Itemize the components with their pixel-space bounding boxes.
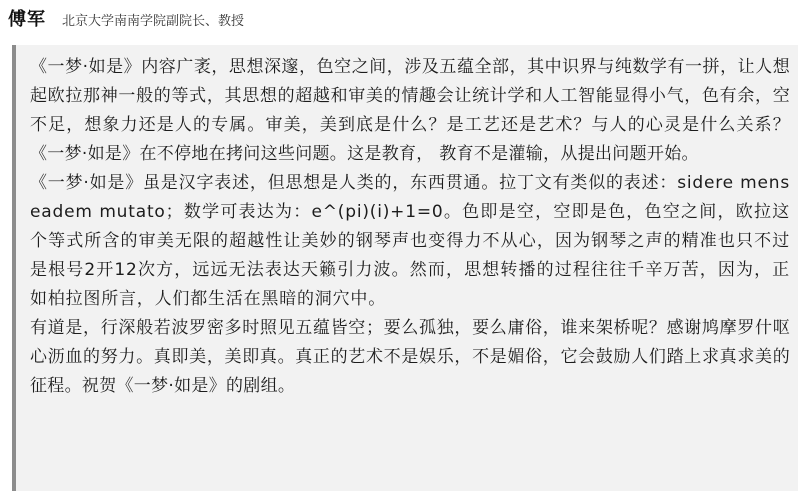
quote-paragraph: 《一梦·如是》内容广袤，思想深邃，色空之间，涉及五蕴全部，其中识界与纯数学有一拼，让人想起欧拉那神一般的等式，其思想的超越和审美的情趣会让统计学和人工智能显得小气，色有余，空不足，想象力还是人的专属。审美，美到底是什么？是工艺还是艺术？与人的心灵是什么关系？《一梦·如是》在不停地在拷问这些问题。这是教育， 教育不是灌输，从提出问题开始。: [30, 57, 790, 164]
quote-paragraph: 有道是，行深般若波罗密多时照见五蕴皆空；要么孤独，要么庸俗，谁来架桥呢？感谢鸠摩罗什呕心沥血的努力。真即美，美即真。真正的艺术不是娱乐，不是媚俗，它会鼓励人们踏上求真求美的征程。祝贺《一梦·如是》的剧组。: [30, 318, 790, 396]
quote-block: [12, 45, 798, 491]
author-name: 傅军: [8, 9, 46, 30]
author-header: [8, 5, 244, 35]
quote-paragraph: 《一梦·如是》虽是汉字表述，但思想是人类的，东西贯通。拉丁文有类似的表述：sidere mens eadem mutato；数学可表达为：e^(pi)(i)+1=0。色即是空，空即是色，色空之间，欧拉这个等式所含的审美无限的超越性让美妙的钢琴声也变得力不从心，因为钢琴之声的精准也只不过是根号2开12次方，远远无法表达天籁引力波。然而，思想转播的过程往往千辛万苦，因为，正如柏拉图所言，人们都生活在黑暗的洞穴中。: [30, 173, 790, 309]
author-title: 北京大学南南学院副院长、教授: [62, 14, 245, 29]
